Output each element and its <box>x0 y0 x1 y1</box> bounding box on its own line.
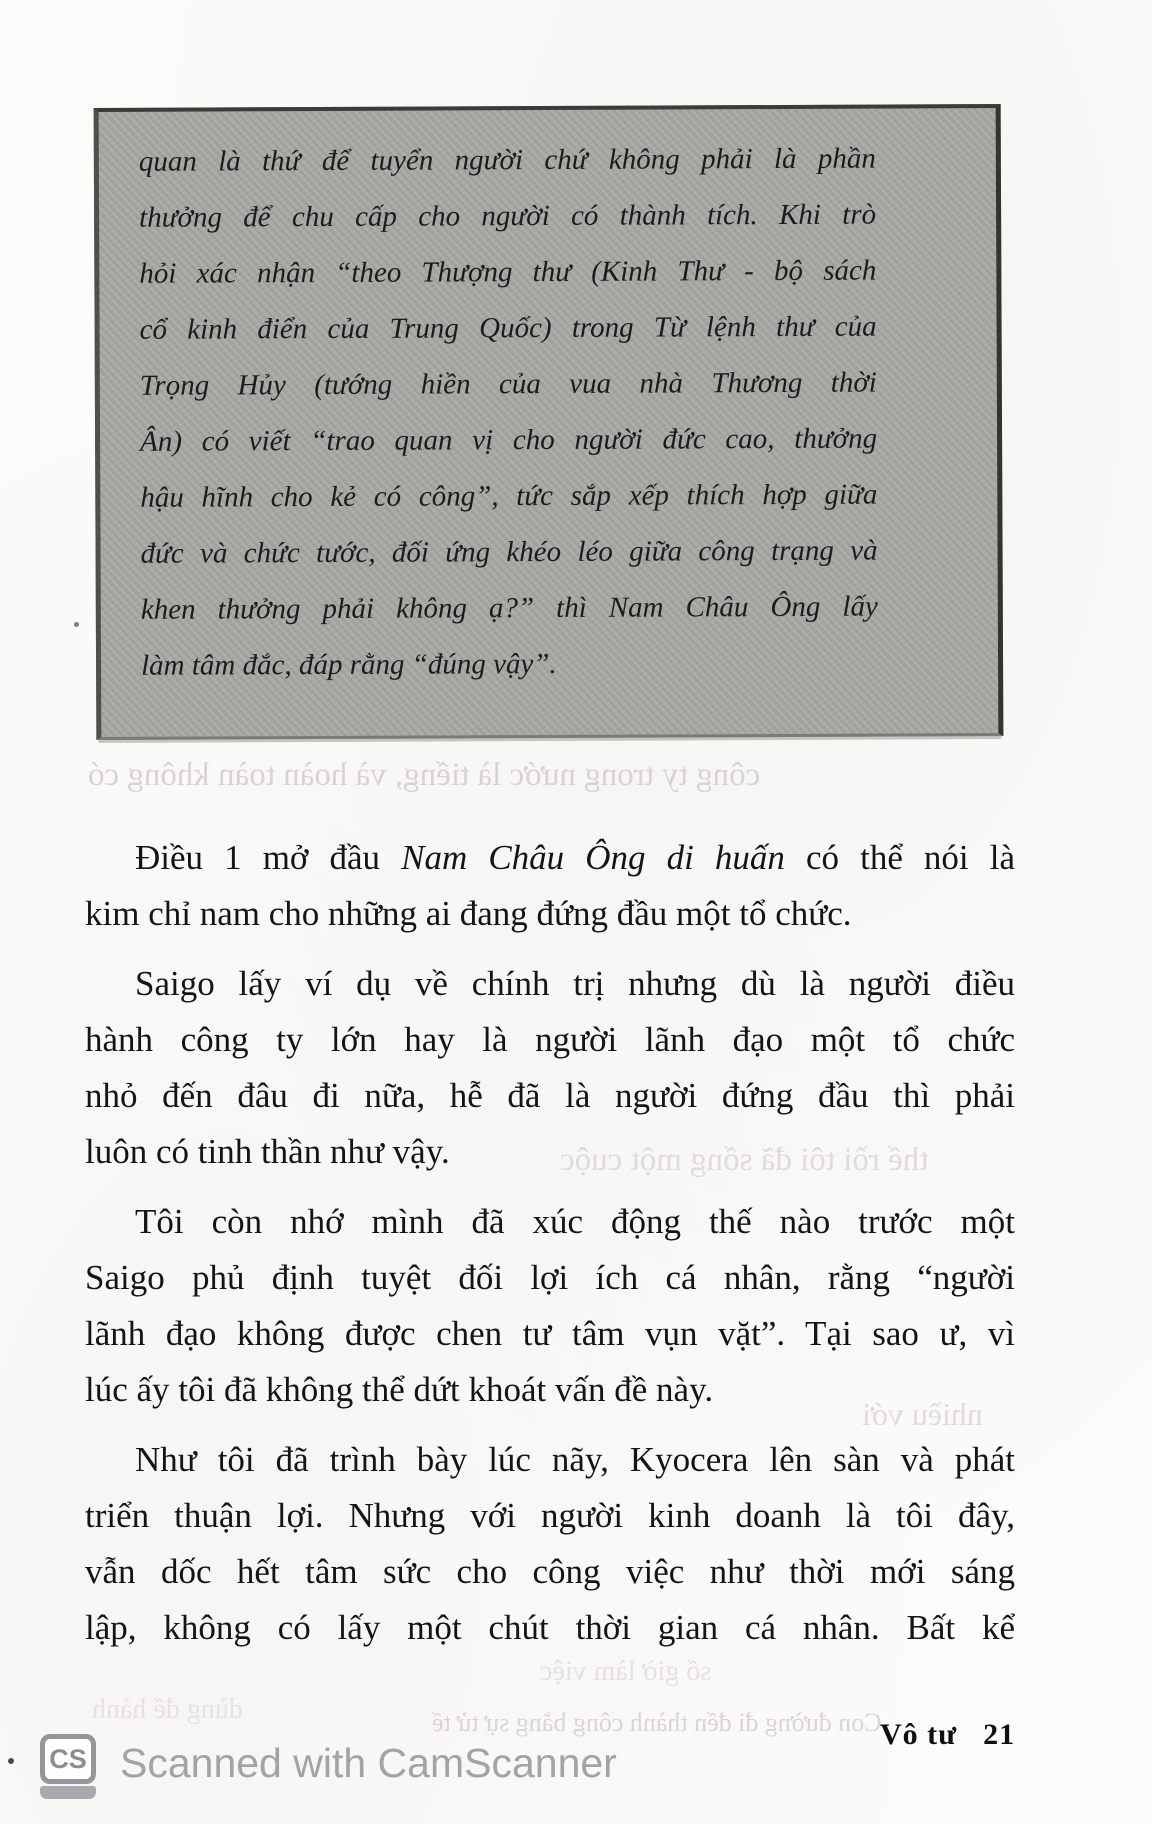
paragraph <box>85 956 1015 1180</box>
text-segment: Saigo lấy ví dụ về chính trị nhưng dù là người điều <box>135 964 1015 1003</box>
text-line <box>85 1124 1015 1180</box>
scan-speck <box>8 1758 14 1764</box>
book-title-italic: Nam Châu Ông di huấn <box>401 838 785 877</box>
text-line <box>85 1362 1015 1418</box>
text-segment: có thể nói là <box>784 838 1015 877</box>
quote-line: Trọng Hủy (tướng hiền của vua nhà Thương thời <box>139 366 877 402</box>
bleedthrough-text: nhiều với <box>862 1396 983 1432</box>
bleedthrough-footer-title: Con đường đi đến thành công bằng sự tử tế <box>432 1708 882 1737</box>
paragraph <box>85 1194 1015 1418</box>
quote-line: hỏi xác nhận “theo Thượng thư (Kinh Thư - bộ sách <box>139 254 877 290</box>
quote-line: thưởng để chu cấp cho người có thành tích. Khi trò <box>139 198 877 234</box>
bleedthrough-text: công ty trong nước là tiếng, và hoàn toàn không có <box>88 757 761 793</box>
text-segment: vẫn dốc hết tâm sức cho công việc như thời mới sáng <box>85 1552 1015 1591</box>
text-segment: Saigo phủ định tuyệt đối lợi ích cá nhân, rằng “người <box>85 1258 1015 1297</box>
text-line <box>85 1194 1015 1250</box>
body-text <box>85 830 1015 1670</box>
cs-logo-base <box>40 1786 96 1799</box>
text-segment: nhỏ đến đâu đi nữa, hễ đã là người đứng đầu thì phải <box>85 1076 1015 1115</box>
text-line <box>85 1306 1015 1362</box>
text-segment: lúc ấy tôi đã không thể dứt khoát vấn đề này. <box>85 1370 714 1409</box>
scan-speck <box>74 622 79 627</box>
bleedthrough-text: số giờ làm việc <box>540 1656 712 1687</box>
quote-line: hậu hĩnh cho kẻ có công”, tức sắp xếp thích hợp giữa <box>140 478 878 514</box>
text-segment: triển thuận lợi. Nhưng với người kinh doanh là tôi đây, <box>85 1496 1015 1535</box>
text-segment: lãnh đạo không được chen tư tâm vụn vặt”. Tại sao ư, vì <box>85 1314 1015 1353</box>
text-line <box>85 1432 1015 1488</box>
paragraph <box>85 830 1015 942</box>
page-footer <box>880 1718 1015 1752</box>
quote-line: Ân) có viết “trao quan vị cho người đức cao, thưởng <box>140 422 878 458</box>
text-line <box>85 886 1015 942</box>
text-segment: Điều 1 mở đầu <box>135 838 402 877</box>
quote-line: cổ kinh điển của Trung Quốc) trong Từ lệnh thư của <box>139 310 877 346</box>
watermark-label: Scanned with CamScanner <box>120 1740 617 1786</box>
text-line <box>85 1068 1015 1124</box>
text-line <box>85 1488 1015 1544</box>
text-segment: Tôi còn nhớ mình đã xúc động thế nào trước một <box>135 1202 1015 1241</box>
quote-lines <box>139 131 878 694</box>
quote-line: khen thưởng phải không ạ?” thì Nam Châu Ông lấy <box>140 590 878 626</box>
text-segment: kim chỉ nam cho những ai đang đứng đầu một tổ chức. <box>85 894 852 933</box>
quote-line: đức và chức tước, đối ứng khéo léo giữa công trạng và <box>140 534 878 570</box>
page-number: 21 <box>983 1718 1016 1751</box>
text-segment: lập, không có lấy một chút thời gian cá nhân. Bất kể <box>85 1608 1015 1647</box>
camscanner-icon <box>40 1734 96 1799</box>
text-line <box>85 1250 1015 1306</box>
text-line <box>85 1012 1015 1068</box>
paragraph <box>85 1432 1015 1656</box>
section-label: Vô tư <box>880 1718 958 1751</box>
cs-logo-box: CS <box>40 1734 96 1784</box>
bleedthrough-text: dùng để hành <box>92 1694 243 1725</box>
quote-block <box>94 104 1004 740</box>
camscanner-watermark <box>40 1734 617 1799</box>
quote-line: quan là thứ để tuyển người chứ không phải là phần <box>138 142 876 178</box>
paragraphs <box>85 830 1015 1656</box>
text-segment: Như tôi đã trình bày lúc nãy, Kyocera lên sàn và phát <box>135 1440 1015 1479</box>
text-line <box>85 1600 1015 1656</box>
text-line <box>85 830 1015 886</box>
text-segment: hành công ty lớn hay là người lãnh đạo một tổ chức <box>85 1020 1015 1059</box>
bleedthrough-text: thế rồi tôi đã sống một cuộc <box>560 1142 929 1178</box>
text-line <box>85 1544 1015 1600</box>
text-line <box>85 956 1015 1012</box>
quote-line: làm tâm đắc, đáp rằng “đúng vậy”. <box>140 647 557 682</box>
text-segment: luôn có tinh thần như vậy. <box>85 1132 450 1171</box>
